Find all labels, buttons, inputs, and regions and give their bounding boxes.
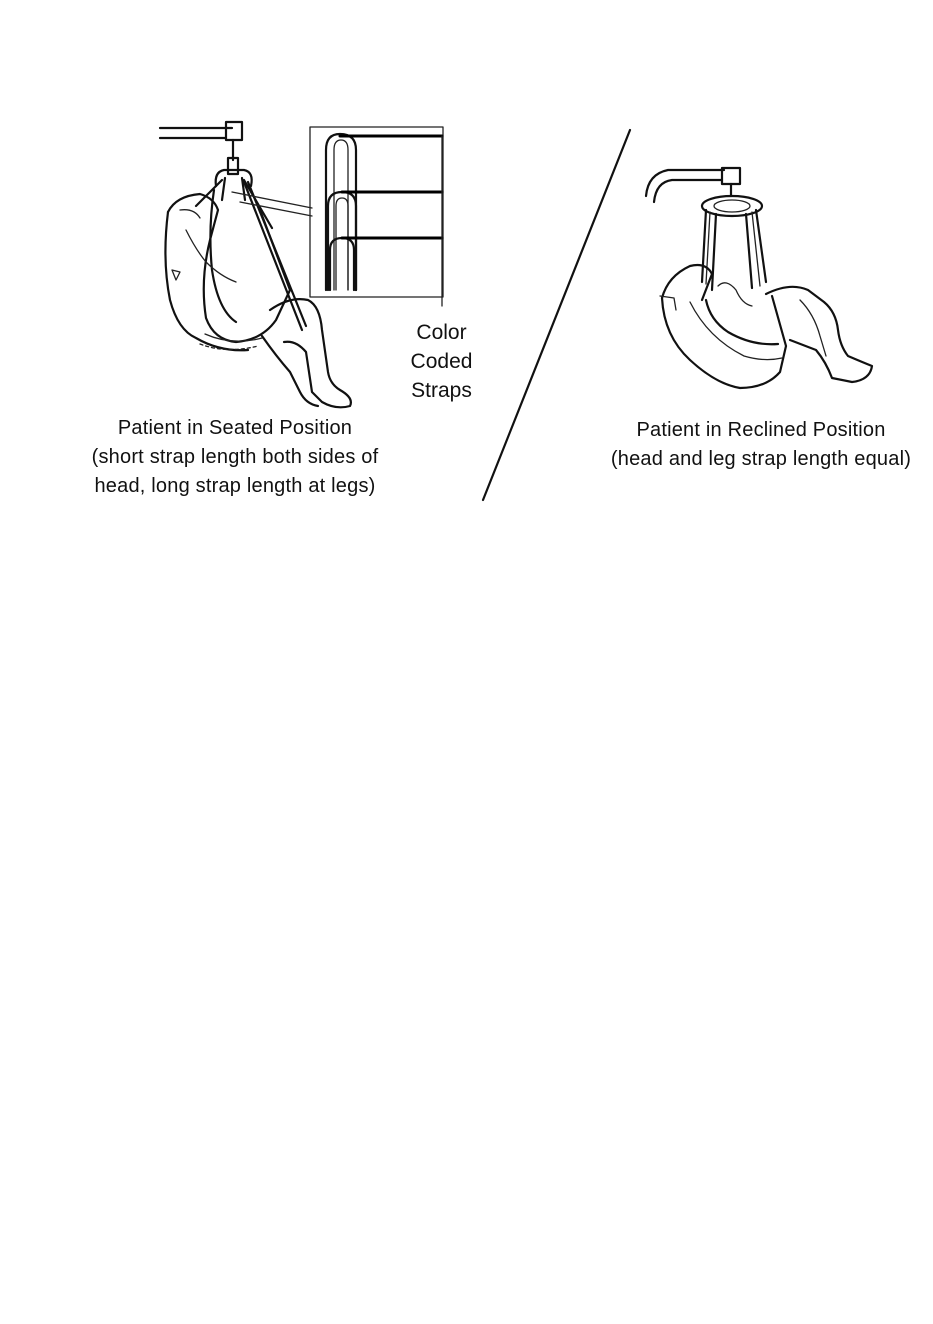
sling-positions-figure: [0, 0, 933, 520]
reclined-note: (head and leg strap length equal): [610, 448, 912, 470]
strap-label-line-3: Straps: [411, 379, 472, 402]
seated-note-line-1: (short strap length both sides of: [91, 446, 379, 468]
seated-note-line-2: head, long strap length at legs): [94, 475, 376, 497]
seated-title: Patient in Seated Position: [117, 417, 353, 439]
strap-detail-inset: [310, 127, 443, 306]
strap-label-line-1: Color: [416, 321, 467, 344]
reclined-sling-drawing: [646, 168, 872, 388]
strap-label-line-2: Coded: [410, 350, 473, 373]
reclined-caption: [596, 416, 926, 474]
color-coded-straps-label: [404, 318, 479, 405]
seated-caption: [50, 414, 420, 501]
seated-sling-drawing: [160, 122, 351, 407]
reclined-title: Patient in Reclined Position: [636, 419, 886, 441]
